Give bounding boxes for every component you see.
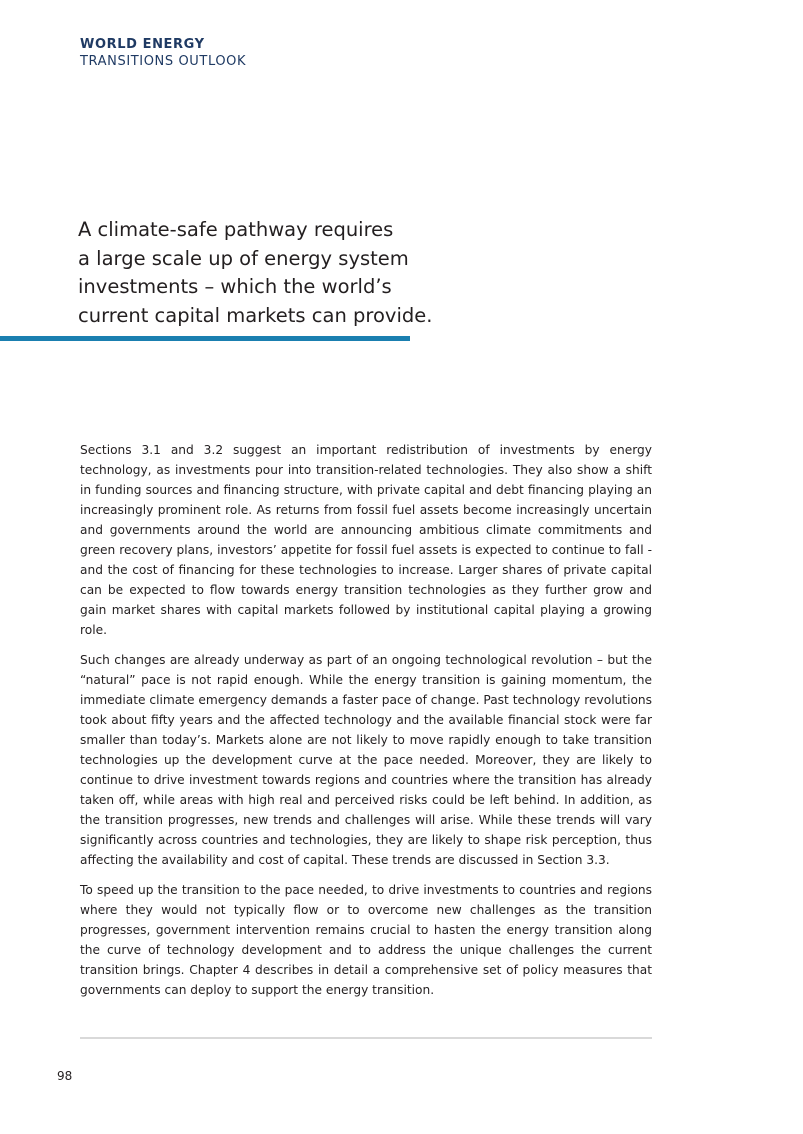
- headline-line: A climate-safe pathway requires: [78, 218, 394, 241]
- body-text: [80, 440, 652, 1010]
- headline-accent-rule: [0, 336, 410, 341]
- body-paragraph: Sections 3.1 and 3.2 suggest an important redistribution of investments by energy technology, as investments pour into transition-related technologies. They also show a shift in funding sources and financing structure, with private capital and debt financing playing an increasingly prominent role. As returns from fossil fuel assets become increasingly uncertain and governments around the world are announcing ambitious climate commitments and green recovery plans, investors’ appetite for fossil fuel assets is expected to continue to fall - and the cost of financing for these technologies to increase. Larger shares of private capital can be expected to flow towards energy transition technologies as they further grow and gain market shares with capital markets followed by institutional capital playing a growing role.: [80, 443, 652, 637]
- body-paragraph: To speed up the transition to the pace needed, to drive investments to countries and regions where they would not typically flow or to overcome new challenges as the transition progresses, government intervention remains crucial to hasten the energy transition along the curve of technology development and to address the unique challenges the current transition brings. Chapter 4 describes in detail a comprehensive set of policy measures that governments can deploy to support the energy transition.: [80, 883, 652, 997]
- section-headline: [78, 216, 438, 330]
- page-number: 98: [57, 1069, 73, 1083]
- headline-line: current capital markets can provide.: [78, 303, 433, 327]
- footer-divider: [80, 1037, 652, 1039]
- headline-line: a large scale up of energy system: [78, 246, 409, 270]
- body-paragraph: Such changes are already underway as part of an ongoing technological revolution – but the “natural” pace is not rapid enough. While the energy transition is gaining momentum, the immediate climate emergency demands a faster pace of change. Past technology revolutions took about fifty years and the affected technology and the available financial stock were far smaller than today’s. Markets alone are not likely to move rapidly enough to take transition technologies up the development curve at the pace needed. Moreover, they are likely to continue to drive investment towards regions and countries where the transition has already taken off, while areas with high real and perceived risks could be left behind. In addition, as the transition progresses, new trends and challenges will arise. While these trends will vary significantly across countries and technologies, they are likely to shape risk perception, thus affecting the availability and cost of capital. These trends are discussed in Section 3.3.: [80, 653, 652, 867]
- headline-line: investments – which the world’s: [78, 275, 392, 298]
- report-header: [80, 36, 246, 70]
- report-title-line1: WORLD ENERGY: [80, 37, 205, 52]
- report-title-line2: TRANSITIONS OUTLOOK: [80, 54, 247, 69]
